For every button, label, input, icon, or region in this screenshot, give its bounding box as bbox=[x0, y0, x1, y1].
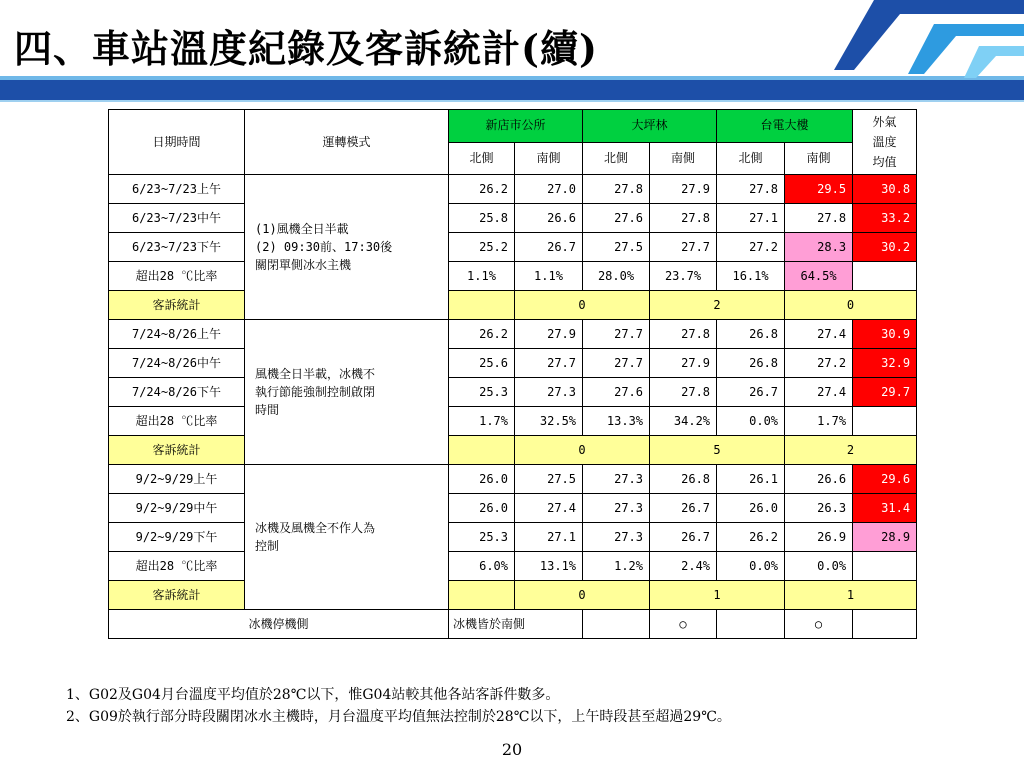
complaint-count: 2 bbox=[785, 436, 917, 465]
mode-line: (1)風機全日半載 bbox=[255, 222, 349, 236]
ratio-cell: 0.0% bbox=[785, 552, 853, 581]
outside-temp-cell: 29.7 bbox=[853, 378, 917, 407]
complaint-row bbox=[109, 581, 917, 610]
table-row bbox=[109, 175, 917, 204]
ratio-label: 超出28 ℃比率 bbox=[109, 407, 245, 436]
ratio-cell: 13.3% bbox=[583, 407, 650, 436]
temp-cell: 27.9 bbox=[650, 349, 717, 378]
empty-cell bbox=[853, 407, 917, 436]
note-line: 1、G02及G04月台溫度平均值於28℃以下，惟G04站較其他各站客訴件數多。 bbox=[66, 687, 560, 703]
chiller-off-label: 冰機停機側 bbox=[109, 610, 449, 639]
ratio-row bbox=[109, 407, 917, 436]
temp-cell: 26.0 bbox=[449, 494, 515, 523]
temp-cell: 26.7 bbox=[650, 494, 717, 523]
complaint-mode-cell bbox=[449, 436, 515, 465]
temp-cell: 27.7 bbox=[583, 349, 650, 378]
ratio-row bbox=[109, 262, 917, 291]
header-date-time: 日期時間 bbox=[109, 110, 245, 175]
corner-decoration bbox=[724, 0, 1024, 104]
mode-description bbox=[245, 175, 449, 320]
temp-cell: 27.6 bbox=[583, 204, 650, 233]
outside-temp-cell: 29.6 bbox=[853, 465, 917, 494]
temp-cell: 29.5 bbox=[785, 175, 853, 204]
header-outside-temp: 外氣溫度均值 bbox=[853, 110, 917, 175]
empty-cell bbox=[853, 610, 917, 639]
row-date-label: 6/23~7/23上午 bbox=[109, 175, 245, 204]
complaint-count: 1 bbox=[650, 581, 785, 610]
temp-cell: 26.7 bbox=[515, 233, 583, 262]
row-date-label: 6/23~7/23下午 bbox=[109, 233, 245, 262]
complaint-count: 1 bbox=[785, 581, 917, 610]
complaint-count: 0 bbox=[515, 581, 650, 610]
temp-cell: 27.5 bbox=[515, 465, 583, 494]
temp-cell: 26.7 bbox=[717, 378, 785, 407]
temp-cell: 26.7 bbox=[650, 523, 717, 552]
header-row bbox=[109, 110, 917, 143]
table-row bbox=[109, 465, 917, 494]
outside-temp-cell: 32.9 bbox=[853, 349, 917, 378]
temp-cell: 27.7 bbox=[583, 320, 650, 349]
temp-cell: 26.8 bbox=[650, 465, 717, 494]
table-row bbox=[109, 204, 917, 233]
temp-cell: 27.1 bbox=[717, 204, 785, 233]
complaint-count: 0 bbox=[785, 291, 917, 320]
row-date-label: 9/2~9/29下午 bbox=[109, 523, 245, 552]
ratio-cell: 1.1% bbox=[449, 262, 515, 291]
header-side: 北側 bbox=[449, 142, 515, 175]
temp-cell: 27.3 bbox=[583, 494, 650, 523]
temp-cell: 27.2 bbox=[785, 349, 853, 378]
complaint-mode-cell bbox=[449, 581, 515, 610]
complaint-count: 0 bbox=[515, 436, 650, 465]
temp-cell: 26.8 bbox=[717, 349, 785, 378]
complaint-label: 客訴統計 bbox=[109, 291, 245, 320]
temp-cell: 27.9 bbox=[515, 320, 583, 349]
mode-description bbox=[245, 465, 449, 610]
ratio-cell: 23.7% bbox=[650, 262, 717, 291]
temp-cell: 27.3 bbox=[583, 465, 650, 494]
complaint-count: 5 bbox=[650, 436, 785, 465]
temp-cell: 27.2 bbox=[717, 233, 785, 262]
header-side: 南側 bbox=[515, 142, 583, 175]
ratio-cell: 13.1% bbox=[515, 552, 583, 581]
table-row bbox=[109, 233, 917, 262]
ratio-label: 超出28 ℃比率 bbox=[109, 262, 245, 291]
header-side: 北側 bbox=[717, 142, 785, 175]
header-station: 台電大樓 bbox=[717, 110, 853, 143]
chiller-off-mark bbox=[717, 610, 785, 639]
temp-cell: 26.0 bbox=[717, 494, 785, 523]
outside-temp-cell: 31.4 bbox=[853, 494, 917, 523]
temp-cell: 25.6 bbox=[449, 349, 515, 378]
outside-temp-cell: 30.8 bbox=[853, 175, 917, 204]
header-station: 大坪林 bbox=[583, 110, 717, 143]
temperature-complaint-table bbox=[108, 109, 917, 639]
ratio-cell: 1.7% bbox=[785, 407, 853, 436]
ratio-row bbox=[109, 552, 917, 581]
ratio-cell: 6.0% bbox=[449, 552, 515, 581]
temp-cell: 26.1 bbox=[717, 465, 785, 494]
note-line: 2、G09於執行部分時段關閉冰水主機時，月台溫度平均值無法控制於28℃以下，上午時段甚至超過29℃。 bbox=[66, 709, 731, 725]
complaint-mode-cell bbox=[449, 291, 515, 320]
temp-cell: 25.3 bbox=[449, 378, 515, 407]
header-side: 南側 bbox=[650, 142, 717, 175]
table-row bbox=[109, 378, 917, 407]
complaint-count: 0 bbox=[515, 291, 650, 320]
temp-cell: 26.8 bbox=[717, 320, 785, 349]
outside-temp-cell: 30.2 bbox=[853, 233, 917, 262]
row-date-label: 7/24~8/26下午 bbox=[109, 378, 245, 407]
outside-temp-cell: 30.9 bbox=[853, 320, 917, 349]
ratio-cell: 28.0% bbox=[583, 262, 650, 291]
header-side: 南側 bbox=[785, 142, 853, 175]
chiller-off-note: 冰機皆於南側 bbox=[449, 610, 583, 639]
outside-temp-cell: 28.9 bbox=[853, 523, 917, 552]
temp-cell: 26.6 bbox=[515, 204, 583, 233]
complaint-label: 客訴統計 bbox=[109, 436, 245, 465]
temp-cell: 26.2 bbox=[449, 320, 515, 349]
temp-cell: 27.4 bbox=[515, 494, 583, 523]
table-row bbox=[109, 349, 917, 378]
temp-cell: 27.8 bbox=[583, 175, 650, 204]
temp-cell: 25.2 bbox=[449, 233, 515, 262]
ratio-cell: 0.0% bbox=[717, 552, 785, 581]
temp-cell: 27.1 bbox=[515, 523, 583, 552]
mode-line: 冰機及風機全不作人為 bbox=[255, 521, 376, 535]
mode-description bbox=[245, 320, 449, 465]
empty-cell bbox=[853, 262, 917, 291]
ratio-cell: 1.1% bbox=[515, 262, 583, 291]
page-number: 20 bbox=[501, 740, 523, 759]
temp-cell: 25.8 bbox=[449, 204, 515, 233]
chiller-off-row bbox=[109, 610, 917, 639]
mode-line: 時間 bbox=[255, 403, 280, 417]
temp-cell: 27.4 bbox=[785, 378, 853, 407]
temp-cell: 27.7 bbox=[515, 349, 583, 378]
temp-cell: 27.0 bbox=[515, 175, 583, 204]
mode-line: 關閉單側冰水主機 bbox=[255, 258, 352, 272]
ratio-cell: 1.2% bbox=[583, 552, 650, 581]
row-date-label: 9/2~9/29上午 bbox=[109, 465, 245, 494]
temp-cell: 26.0 bbox=[449, 465, 515, 494]
temp-cell: 26.6 bbox=[785, 465, 853, 494]
temp-cell: 27.8 bbox=[650, 320, 717, 349]
temp-cell: 27.6 bbox=[583, 378, 650, 407]
table-row bbox=[109, 523, 917, 552]
page-title: 四、車站溫度紀錄及客訴統計(續) bbox=[14, 26, 598, 71]
mode-line: 風機全日半載，冰機不 bbox=[255, 367, 376, 381]
row-date-label: 6/23~7/23中午 bbox=[109, 204, 245, 233]
temp-cell: 27.3 bbox=[583, 523, 650, 552]
complaint-row bbox=[109, 291, 917, 320]
ratio-cell: 34.2% bbox=[650, 407, 717, 436]
empty-cell bbox=[853, 552, 917, 581]
header-station: 新店市公所 bbox=[449, 110, 583, 143]
temp-cell: 27.9 bbox=[650, 175, 717, 204]
outside-temp-cell: 33.2 bbox=[853, 204, 917, 233]
temp-cell: 26.2 bbox=[449, 175, 515, 204]
temp-cell: 26.2 bbox=[717, 523, 785, 552]
mode-line: (2) 09:30前、17:30後 bbox=[255, 240, 393, 254]
ratio-cell: 1.7% bbox=[449, 407, 515, 436]
complaint-row bbox=[109, 436, 917, 465]
ratio-cell: 0.0% bbox=[717, 407, 785, 436]
ratio-cell: 2.4% bbox=[650, 552, 717, 581]
temp-cell: 27.4 bbox=[785, 320, 853, 349]
row-date-label: 9/2~9/29中午 bbox=[109, 494, 245, 523]
temp-cell: 27.7 bbox=[650, 233, 717, 262]
mode-line: 執行節能強制控制啟閉 bbox=[255, 385, 376, 399]
header-side: 北側 bbox=[583, 142, 650, 175]
temp-cell: 25.3 bbox=[449, 523, 515, 552]
chiller-off-mark bbox=[583, 610, 650, 639]
row-date-label: 7/24~8/26中午 bbox=[109, 349, 245, 378]
temp-cell: 26.9 bbox=[785, 523, 853, 552]
temp-cell: 27.8 bbox=[717, 175, 785, 204]
header-mode: 運轉模式 bbox=[245, 110, 449, 175]
temperature-table-container bbox=[108, 109, 916, 639]
temp-cell: 27.8 bbox=[650, 204, 717, 233]
notes bbox=[66, 684, 731, 728]
temp-cell: 26.3 bbox=[785, 494, 853, 523]
complaint-label: 客訴統計 bbox=[109, 581, 245, 610]
ratio-cell: 32.5% bbox=[515, 407, 583, 436]
ratio-label: 超出28 ℃比率 bbox=[109, 552, 245, 581]
temp-cell: 27.5 bbox=[583, 233, 650, 262]
row-date-label: 7/24~8/26上午 bbox=[109, 320, 245, 349]
temp-cell: 27.3 bbox=[515, 378, 583, 407]
chiller-off-mark: ○ bbox=[650, 610, 717, 639]
temp-cell: 28.3 bbox=[785, 233, 853, 262]
chiller-off-mark: ○ bbox=[785, 610, 853, 639]
ratio-cell: 16.1% bbox=[717, 262, 785, 291]
complaint-count: 2 bbox=[650, 291, 785, 320]
temp-cell: 27.8 bbox=[785, 204, 853, 233]
temp-cell: 27.8 bbox=[650, 378, 717, 407]
mode-line: 控制 bbox=[255, 539, 280, 553]
table-row bbox=[109, 320, 917, 349]
ratio-cell: 64.5% bbox=[785, 262, 853, 291]
table-row bbox=[109, 494, 917, 523]
